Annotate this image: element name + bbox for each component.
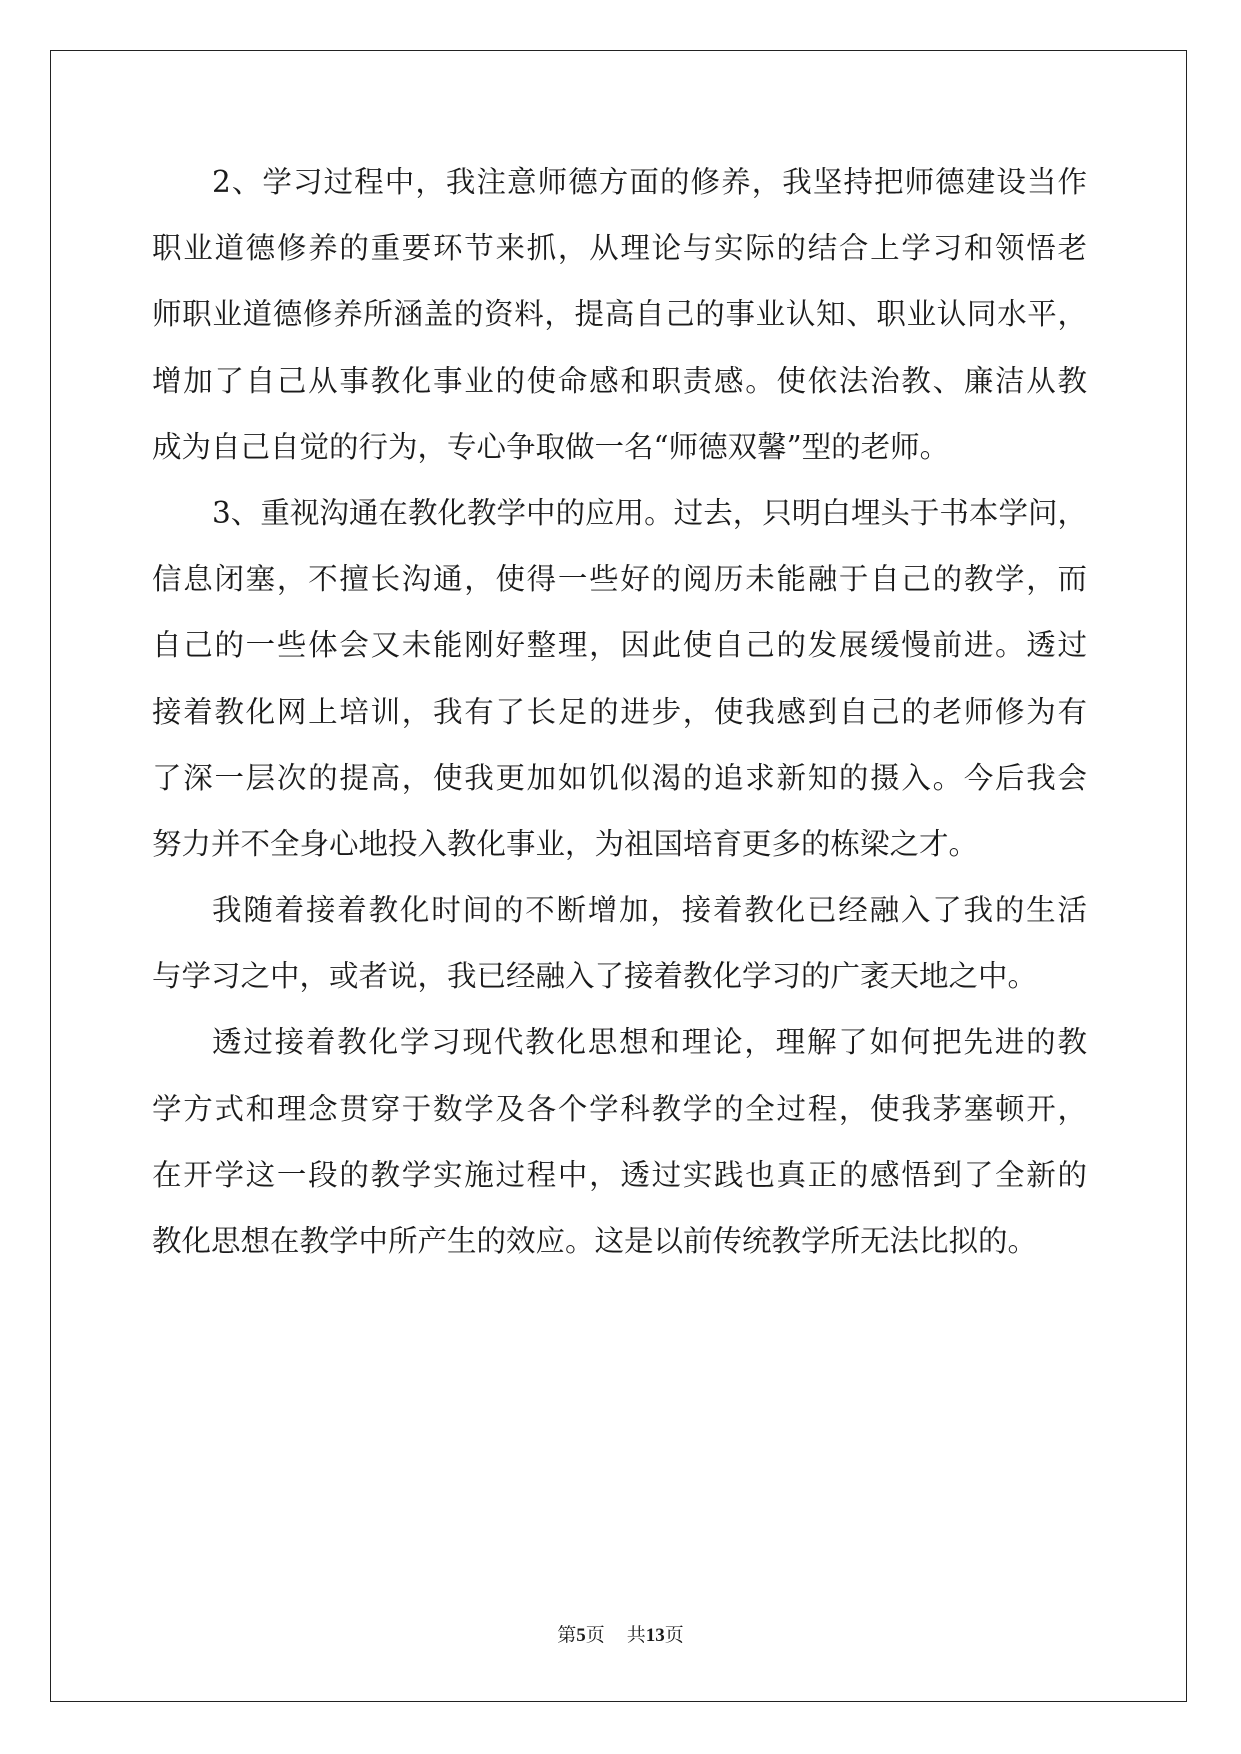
paragraph-4-line-1: 我随着接着教化时间的不断增加，接着教化已经融入了我的生活 [212, 893, 1087, 928]
current-page-number: 5 [576, 1625, 586, 1646]
paragraph-5-line-3: 在开学这一段的教学实施过程中，透过实践也真正的感悟到了全新的 [152, 1157, 1087, 1192]
paragraph-5-line-4: 教化思想在教学中所产生的效应。这是以前传统教学所无法比拟的。 [152, 1224, 1038, 1258]
paragraph-3-line-4: 接着教化网上培训，我有了长足的进步，使我感到自己的老师修为有 [152, 694, 1087, 729]
page-suffix: 页 [585, 1624, 605, 1646]
total-page-number: 13 [645, 1625, 665, 1646]
paragraph-2-line-2: 职业道德修养的重要环节来抓，从理论与实际的结合上学习和领悟老 [152, 231, 1087, 266]
paragraph-3-line-2: 信息闭塞，不擅长沟通，使得一些好的阅历未能融于自己的教学，而 [152, 562, 1087, 597]
paragraph-2-line-3: 师职业道德修养所涵盖的资料，提高自己的事业认知、职业认同水平， [152, 297, 1087, 332]
paragraph-3-line-5: 了深一层次的提高，使我更加如饥似渴的追求新知的摄入。今后我会 [152, 760, 1087, 795]
paragraph-2-line-1: 2、学习过程中，我注意师德方面的修养，我坚持把师德建设当作 [212, 165, 1087, 199]
page-prefix: 第 [557, 1624, 577, 1646]
paragraph-2-line-4: 增加了自己从事教化事业的使命感和职责感。使依法治教、廉洁从教 [152, 363, 1087, 398]
page-footer [0, 1623, 1241, 1648]
paragraph-3-line-1: 3、重视沟通在教化教学中的应用。过去，只明白埋头于书本学问， [212, 495, 1087, 530]
paragraph-5-line-2: 学方式和理念贯穿于数学及各个学科教学的全过程，使我茅塞顿开， [152, 1091, 1087, 1126]
total-suffix: 页 [664, 1624, 684, 1646]
paragraph-4-line-2: 与学习之中，或者说，我已经融入了接着教化学习的广袤天地之中。 [152, 959, 1038, 994]
paragraph-2-line-5: 成为自己自觉的行为，专心争取做一名“师德双馨”型的老师。 [152, 429, 950, 464]
total-prefix: 共 [626, 1624, 646, 1646]
document-body [152, 162, 1087, 1287]
paragraph-3-line-3: 自己的一些体会又未能刚好整理，因此使自己的发展缓慢前进。透过 [152, 628, 1087, 663]
paragraph-5-line-1: 透过接着教化学习现代教化思想和理论，理解了如何把先进的教 [212, 1025, 1087, 1060]
paragraph-3-line-6: 努力并不全身心地投入教化事业，为祖国培育更多的栋梁之才。 [152, 826, 979, 861]
